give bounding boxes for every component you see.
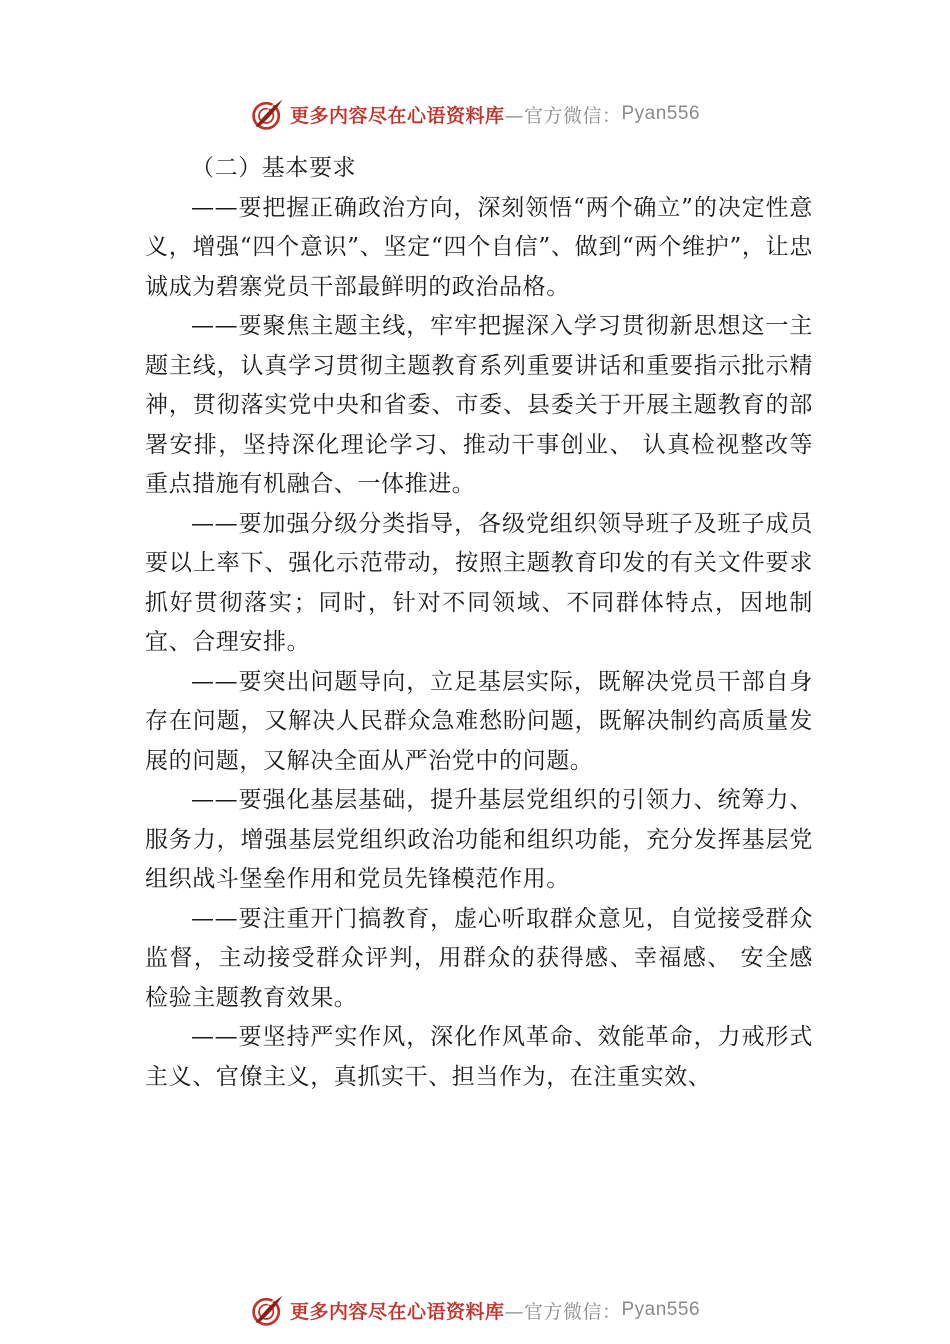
paragraph-political-direction: ——要把握正确政治方向，深刻领悟“两个确立”的决定性意义，增强“四个意识”、坚定“四个自信”、做到“两个维护”，让忠诚成为碧寨党员干部最鲜明的政治品格。 <box>145 194 813 300</box>
paragraph-strict-style: ——要坚持严实作风，深化作风革命、效能革命，力戒形式主义、官僚主义，真抓实干、担当作为，在注重实效、 <box>145 1024 813 1090</box>
footer-banner <box>0 1290 950 1330</box>
document-body <box>145 149 813 1097</box>
paragraph-main-theme: ——要聚焦主题主线，牢牢把握深入学习贯彻新思想这一主题主线，认真学习贯彻主题教育系列重要讲话和重要指示批示精神，贯彻落实党中央和省委、市委、县委关于开展主题教育的部署安排，坚持深化理论学习、推动干事创业、 认真检视整改等重点措施有机融合、一体推进。 <box>145 313 813 497</box>
banner-wechat-id: Pyan556 <box>621 103 701 124</box>
paragraph-classified-guidance: ——要加强分级分类指导，各级党组织领导班子及班子成员要以上率下、强化示范带动，按照主题教育印发的有关文件要求抓好贯彻落实；同时，针对不同领域、不同群体特点，因地制宜、合理安排。 <box>145 510 813 655</box>
section-heading: （二）基本要求 <box>191 155 357 181</box>
banner-site-text: 更多内容尽在心语资料库 <box>289 1300 505 1323</box>
banner-site-text: 更多内容尽在心语资料库 <box>289 104 505 127</box>
header-banner <box>0 94 950 134</box>
paragraph-problem-orientation: ——要突出问题导向，立足基层实际，既解决党员干部自身存在问题，又解决人民群众急难愁盼问题，既解决制约高质量发展的问题，又解决全面从严治党中的问题。 <box>145 668 813 774</box>
banner-separator-text: —官方微信： <box>504 1300 622 1323</box>
quill-logo-icon <box>250 1292 286 1328</box>
banner-separator-text: —官方微信： <box>504 104 622 127</box>
paragraph-grassroots-foundation: ——要强化基层基础，提升基层党组织的引领力、统筹力、服务力，增强基层党组织政治功能和组织功能，充分发挥基层党组织战斗堡垒作用和党员先锋模范作用。 <box>145 787 813 892</box>
paragraph-open-education: ——要注重开门搞教育，虚心听取群众意见，自觉接受群众监督，主动接受群众评判，用群众的获得感、幸福感、 安全感检验主题教育效果。 <box>145 905 813 1011</box>
quill-logo-icon <box>250 96 286 132</box>
banner-wechat-id: Pyan556 <box>621 1299 701 1320</box>
